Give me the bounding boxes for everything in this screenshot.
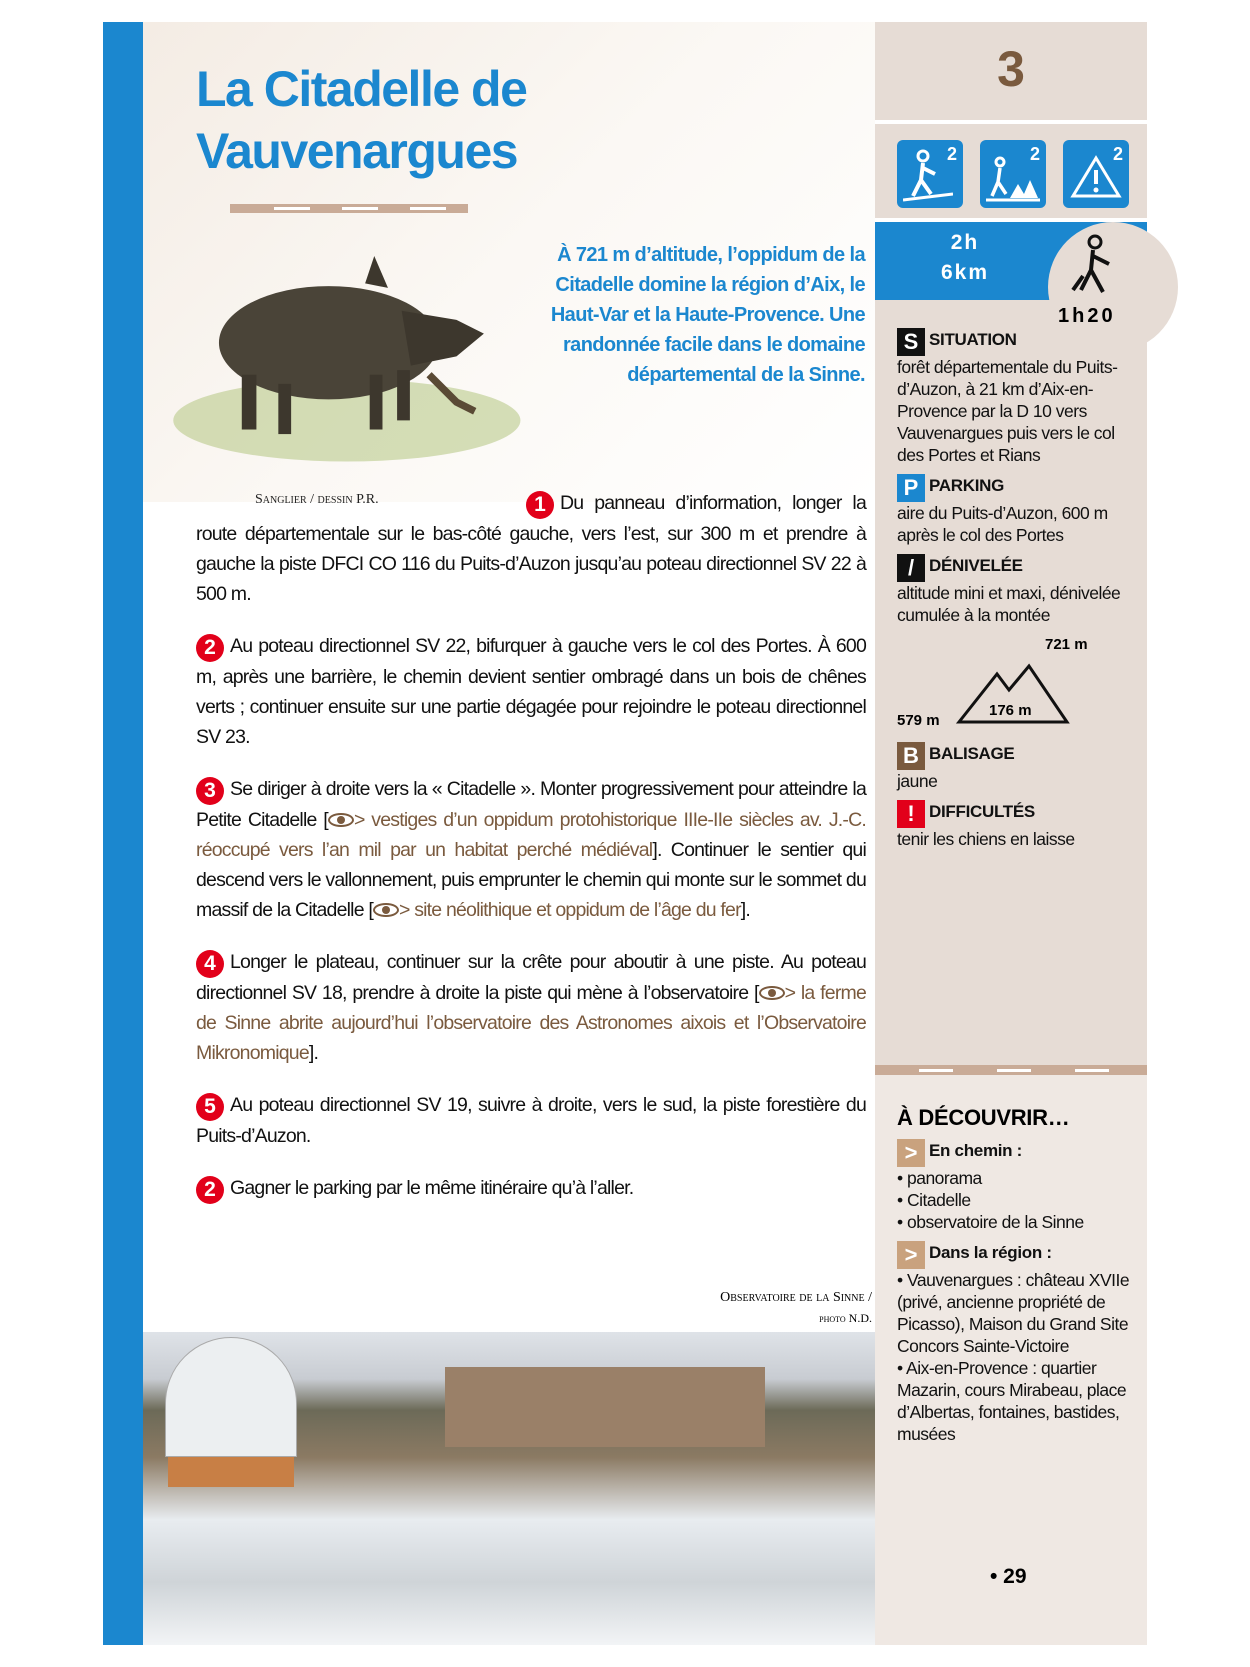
page-title: La Citadelle de Vauvenargues [196,61,527,179]
step-return: 2 Gagner le parking par le même itinéraire qu’à l’aller. [196,1173,866,1204]
on-the-way-section: > En chemin : • panorama • Citadelle • observatoire de la Sinne [897,1140,1084,1232]
blue-margin-bar [103,22,143,1645]
eye-icon [759,986,785,1000]
arrow-icon: > [897,1139,925,1167]
boar-illustration [155,236,525,486]
step-number: 2 [196,1176,224,1204]
step-3: 3 Se diriger à droite vers la « Citadelle ». Monter progressivement pour atteindre la Petite Citadelle [ > vestiges d’un oppidum protohistorique IIIe-IIe siècles av. J.-C. réoccupé vers l’an mil par un habitat perché médiéval]. Continuer le sentier qui descend vers le vallonnement, puis emprunter le chemin qui monte sur le sommet du massif de la Citadelle [ > site néolithique et oppidum de l’âge du fer]. [196,778,866,921]
arrow-icon: > [897,1241,925,1269]
hiker-icon [1065,232,1125,302]
parking-section: P PARKING aire du Puits-d’Auzon, 600 m après le col des Portes [897,475,1108,545]
technicity-rating-icon: 2 [980,140,1046,208]
walk-time: 1h20 [1058,305,1116,327]
discover-title: À DÉCOUVRIR… [897,1105,1070,1130]
elevation-section: / DÉNIVELÉE altitude mini et maxi, dénivelée cumulée à la montée [897,555,1121,625]
intro-text: À 721 m d’altitude, l’oppidum de la Citadelle domine la région d’Aix, le Haut-Var et la Haute-Provence. Une randonnée facile dans le domaine départemental de la Sinne. [550,244,865,386]
info-sections [897,328,1137,858]
region-section: > Dans la région : • Vauvenargues : château XVIIe (privé, ancienne propriété de Picasso), Maison du Grand Site Concors Sainte-Victoire • Aix-en-Provence : quartier Mazarin, cours Mirabeau, place d’Albertas, fontaines, bastides, musées [897,1242,1130,1444]
step-5: 5 Au poteau directionnel SV 19, suivre à droite, vers le sud, la piste forestière du Puits-d’Auzon. [196,1094,866,1147]
stage-number: 3 [997,41,1025,97]
step-2: 2 Au poteau directionnel SV 22, bifurquer à gauche vers le col des Portes. À 600 m, après une barrière, le chemin devient sentier ombragé dans un bois de chênes verts ; continuer ensuite sur une partie dégagée pour rejoindre le poteau directionnel SV 23. [196,635,866,748]
step-number: 3 [196,777,224,805]
illustration-caption: Sanglier / dessin P.R. [255,492,379,507]
duration-distance: 2h 6km [940,231,990,284]
step-number: 2 [196,634,224,662]
step-number: 5 [196,1093,224,1121]
difficulties-section: ! DIFFICULTÉS tenir les chiens en laisse [897,801,1075,849]
eye-icon [328,813,354,827]
elevation-diagram: 721 m 579 m 176 m [897,634,1137,734]
effort-rating-icon: 2 [897,140,963,208]
observatory-dome [165,1337,297,1457]
situation-section: S SITUATION forêt départementale du Puits-d’Auzon, à 21 km d’Aix-en-Provence par la D 10 vers Vauvenargues puis vers le col des Portes et Rians [897,329,1118,465]
step-number: 4 [196,950,224,978]
risk-rating-icon: 2 [1063,140,1129,208]
divider [875,120,1147,124]
step-4: 4 Longer le plateau, continuer sur la crête pour aboutir à une piste. Au poteau directionnel SV 18, prendre à droite la piste qui mène à l’observatoire [ > la ferme de Sinne abrite aujourd’hui l’observatoire des Astronomes aixois et l’Observatoire Mikronomique]. [196,951,867,1064]
discover-sections [897,1105,1137,1453]
step-number: 1 [526,491,554,519]
eye-icon [373,903,399,917]
photo-caption: Observatoire de la Sinne / photo N.D. [720,1290,872,1325]
step-1: 1 Du panneau d’information, longer la route départementale sur le bas-côté gauche, vers l’est, sur 300 m et prendre à gauche la piste DFCI CO 116 du Puits-d’Auzon jusqu’au poteau directionnel SV 22 à 500 m. [196,492,866,605]
marking-section: B BALISAGE jaune [897,743,1015,791]
divider [875,1065,1147,1075]
page-number: • 29 [990,1565,1027,1588]
farm-building [445,1367,765,1447]
route-steps [196,488,866,1226]
title-divider [230,204,468,213]
